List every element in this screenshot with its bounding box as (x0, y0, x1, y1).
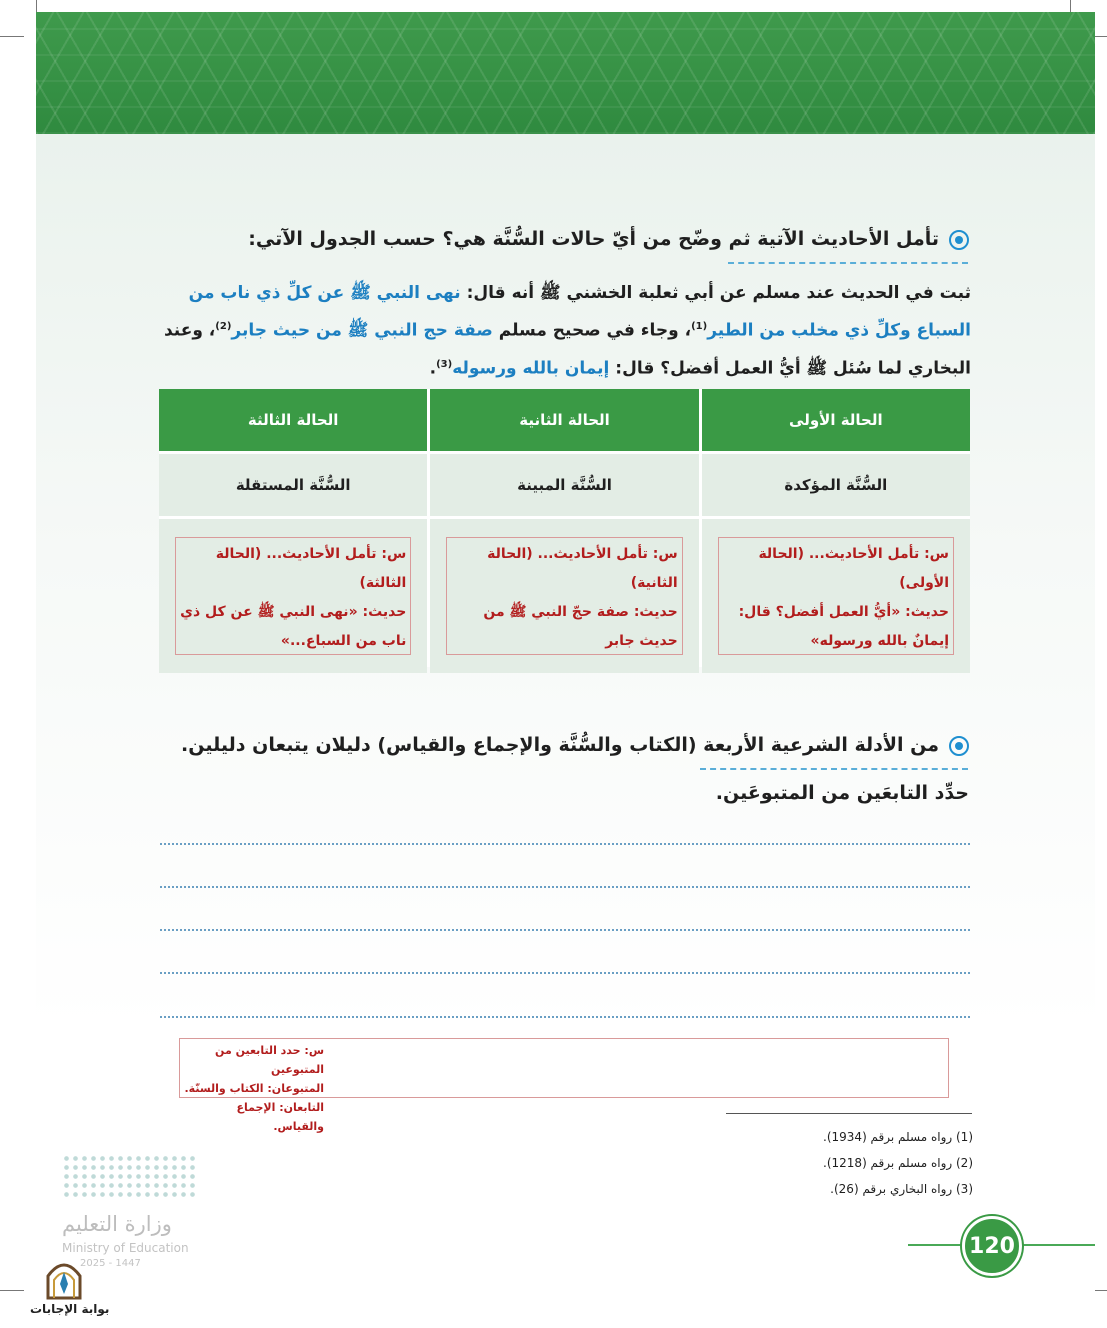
answer-line[interactable] (160, 843, 970, 845)
table-cell-type: السُّنَّة المؤكدة (702, 454, 970, 516)
answer-line-text: المتبوعان: الكتاب والسنّة. (184, 1082, 324, 1095)
paragraph-text: أنه قال: (460, 283, 541, 303)
answer-line-text: س: حدد التابعين من المتبوعين (215, 1044, 324, 1076)
answer-question: س: تأمل الأحاديث... (الحالة الثالثة) (215, 546, 407, 591)
bullet-target-icon (949, 736, 969, 756)
ministry-name-arabic: وزارة التعليم (62, 1212, 172, 1236)
ministry-year: 2025 - 1447 (80, 1258, 141, 1269)
footnote-ref: (3) (436, 358, 453, 370)
sunnah-cases-table (159, 389, 970, 667)
answer-line[interactable] (160, 886, 970, 888)
footnote: (2) رواه مسلم برقم (1218). (823, 1156, 973, 1170)
answer-box (175, 537, 411, 655)
answer-line[interactable] (160, 929, 970, 931)
footnote-ref: (1) (691, 321, 708, 332)
table-header: الحالة الثانية (430, 389, 698, 451)
question-2 (149, 734, 969, 756)
table-cell-answer (159, 519, 427, 673)
answer-box (718, 537, 954, 655)
question-2-text: من الأدلة الشرعية الأربعة (الكتاب والسُّنَّة والإجماع والقياس) دليلان يتبعان دليلين. (181, 734, 939, 756)
ministry-name-english: Ministry of Education (62, 1241, 189, 1255)
page-number-line (908, 1244, 964, 1246)
answer-hadith: حديث: «نهى النبي ﷺ عن كل ذي ناب من السباع...» (180, 604, 407, 649)
paragraph-text: ، وجاء في صحيح مسلم (492, 320, 692, 341)
answer-line-text: التابعان: الإجماع والقياس. (236, 1101, 324, 1133)
question-2-instruction: حدِّد التابعَين من المتبوعَين. (715, 782, 969, 804)
footnote-ref: (2) (215, 321, 232, 332)
answer-line[interactable] (160, 1016, 970, 1018)
hadith-highlight: إيمان بالله ورسوله (452, 358, 610, 379)
crop-mark (0, 36, 24, 37)
hadith-highlight: نهى النبي ﷺ عن كلِّ ذي ناب من السباع وكلِّ ذي مخلب من الطير (188, 283, 971, 341)
paragraph-text: ، وعند البخاري لما سُئل ﷺ أيُّ العمل أفضل؟ قال: (163, 320, 971, 379)
answer-hadith: حديث: «أيُّ العمل أفضل؟ قال: إيمانٌ بالله ورسوله» (738, 604, 949, 649)
crop-mark (0, 1290, 24, 1291)
site-logo-icon (44, 1258, 84, 1300)
site-logo-text: بوابة الإجابات (30, 1302, 110, 1316)
footnote: (3) رواه البخاري برقم (26). (830, 1182, 973, 1196)
question-1-text: تأمل الأحاديث الآتية ثم وضّح من أيّ حالات السُّنَّة هي؟ حسب الجدول الآتي: (248, 228, 939, 250)
paragraph-text: ثبت في الحديث عند مسلم عن أبي ثعلبة الخشني (560, 283, 971, 303)
table-cell-type: السُّنَّة المستقلة (159, 454, 427, 516)
answer-line[interactable] (160, 972, 970, 974)
answer-hadith: حديث: صفة حجّ النبي ﷺ من حديث جابر (483, 604, 678, 649)
page-number-line (1020, 1244, 1095, 1246)
hadith-highlight: صفة حج النبي ﷺ من حيث جابر (231, 320, 493, 341)
honorific: ﷺ (540, 283, 561, 303)
table-cell-type: السُّنَّة المبينة (430, 454, 698, 516)
bullet-target-icon (949, 230, 969, 250)
answer-question: س: تأمل الأحاديث... (الحالة الثانية) (487, 546, 678, 591)
question-1 (149, 228, 969, 250)
ministry-logo-dots (62, 1154, 196, 1200)
paragraph-text: . (429, 358, 437, 379)
answer-question: س: تأمل الأحاديث... (الحالة الأولى) (758, 546, 949, 591)
answer-box (446, 537, 682, 655)
question-underline (728, 262, 968, 264)
page-number: 120 (962, 1216, 1022, 1276)
table-header: الحالة الثالثة (159, 389, 427, 451)
footnote: (1) رواه مسلم برقم (1934). (823, 1130, 973, 1144)
table-header: الحالة الأولى (702, 389, 970, 451)
hadith-paragraph (156, 276, 971, 385)
table-cell-answer (430, 519, 698, 673)
footnote-rule (726, 1113, 972, 1114)
table-cell-answer (702, 519, 970, 673)
question-underline (700, 768, 968, 770)
decorative-banner (36, 12, 1095, 134)
answer-box-2 (179, 1038, 949, 1133)
